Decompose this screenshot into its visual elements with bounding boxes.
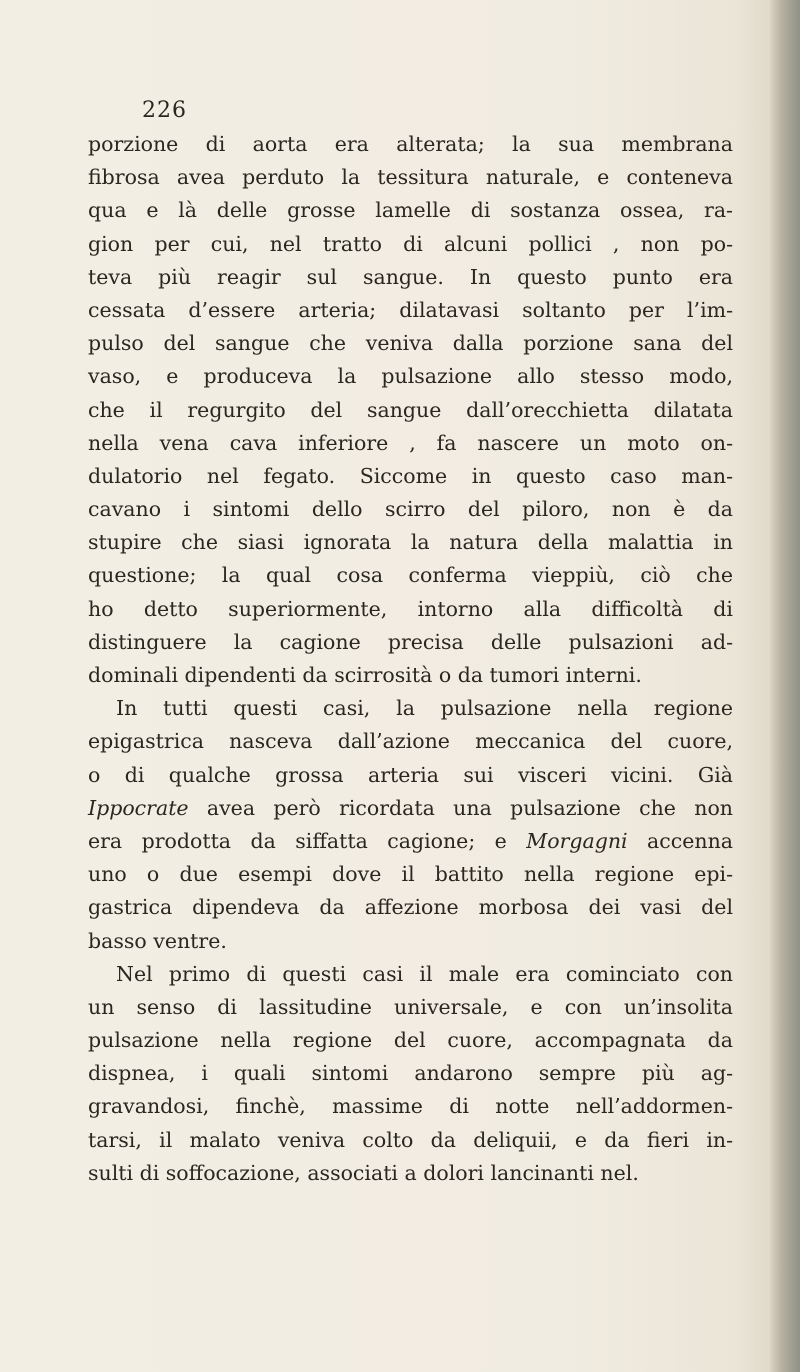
text-line: che il regurgito del sangue dall’orecchietta dilatata <box>88 397 733 422</box>
text-line-italic-names: era prodotta da siffatta cagione; e Morgagni accenna <box>88 828 733 853</box>
text-line: gastrica dipendeva da affezione morbosa dei vasi del <box>88 895 733 920</box>
text-line: dispnea, i quali sintomi andarono sempre più ag- <box>88 1061 733 1086</box>
text-line: sulti di soffocazione, associati a dolori lancinanti nel. <box>88 1160 639 1185</box>
text-line: pulsazione nella regione del cuore, accompagnata da <box>88 1028 733 1053</box>
text-line: un senso di lassitudine universale, e con un’insolita <box>88 994 733 1019</box>
text-line: teva più reagir sul sangue. In questo punto era <box>88 264 733 289</box>
page-number: 226 <box>142 98 187 123</box>
text-line: fibrosa avea perduto la tessitura naturale, e conteneva <box>88 165 733 190</box>
text-line: uno o due esempi dove il battito nella regione epi- <box>88 862 733 887</box>
text-line: cavano i sintomi dello scirro del piloro, non è da <box>88 497 733 522</box>
text-line: In tutti questi casi, la pulsazione nella regione <box>116 696 733 721</box>
author-name: Ippocrate <box>88 795 189 820</box>
text-line: ho detto superiormente, intorno alla difficoltà di <box>88 596 733 621</box>
text-line-italic-names: Ippocrate avea però ricordata una pulsazione che non <box>88 795 733 820</box>
text-line: cessata d’essere arteria; dilatavasi soltanto per l’im- <box>88 297 733 322</box>
text-line: gravandosi, finchè, massime di notte nell’addormen- <box>88 1094 733 1119</box>
text-line: pulso del sangue che veniva dalla porzione sana del <box>88 331 733 356</box>
text-line: porzione di aorta era alterata; la sua membrana <box>88 132 733 156</box>
text-line: distinguere la cagione precisa delle pulsazioni ad- <box>88 629 733 654</box>
text-line: tarsi, il malato veniva colto da deliquii, e da fieri in- <box>88 1127 733 1152</box>
body-text <box>88 128 733 1190</box>
text-line: questione; la qual cosa conferma vieppiù, ciò che <box>88 563 733 588</box>
text-line: qua e là delle grosse lamelle di sostanza ossea, ra- <box>88 198 733 223</box>
page-edge-shadow <box>770 0 800 1372</box>
text-line: Nel primo di questi casi il male era cominciato con <box>116 961 733 986</box>
author-name: Morgagni <box>526 828 628 853</box>
text-line: epigastrica nasceva dall’azione meccanica del cuore, <box>88 729 733 754</box>
text-line: dulatorio nel fegato. Siccome in questo caso man- <box>88 463 733 488</box>
text-line: nella vena cava inferiore , fa nascere un moto on- <box>88 430 733 455</box>
text-line: vaso, e produceva la pulsazione allo stesso modo, <box>88 364 733 389</box>
text-line: basso ventre. <box>88 928 227 953</box>
text-line: gion per cui, nel tratto di alcuni pollici , non po- <box>88 231 733 256</box>
text-line: dominali dipendenti da scirrosità o da tumori interni. <box>88 663 642 687</box>
text-line: o di qualche grossa arteria sui visceri vicini. Già <box>88 762 733 787</box>
text-line: stupire che siasi ignorata la natura della malattia in <box>88 530 733 555</box>
